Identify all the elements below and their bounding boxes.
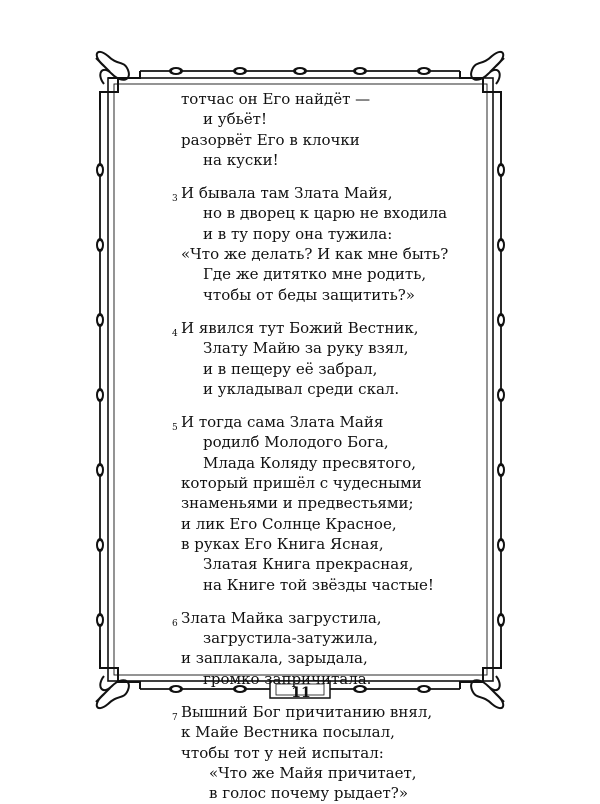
poem-line-text: на куски! bbox=[203, 150, 279, 169]
poem-line-text: и в ту пору она тужила: bbox=[203, 224, 393, 243]
poem-line bbox=[181, 722, 481, 742]
poem-line-text: И бывала там Злата Майя, bbox=[181, 184, 393, 203]
poem-line-text: в голос почему рыдает?» bbox=[209, 784, 409, 803]
poem-line-text: И явился тут Божий Вестник, bbox=[181, 318, 419, 337]
poem-line-text: чтобы тот у ней испытал: bbox=[181, 743, 384, 762]
poem-line bbox=[181, 203, 481, 223]
poem-line-text: и заплакала, зарыдала, bbox=[181, 649, 368, 668]
poem-line-text: знаменьями и предвестьями; bbox=[181, 494, 414, 513]
poem-line-text: «Что же делать? И как мне быть? bbox=[181, 245, 449, 264]
verse-number: 6 bbox=[172, 618, 178, 629]
poem-line-text: Вышний Бог причитанию внял, bbox=[181, 703, 433, 722]
poem-text bbox=[172, 89, 481, 804]
poem-line-text: в руках Его Книга Ясная, bbox=[181, 534, 384, 553]
poem-line-text: Где же дитятко мне родить, bbox=[203, 265, 427, 284]
poem-line bbox=[181, 432, 481, 452]
verse-number: 4 bbox=[172, 328, 178, 339]
poem-line bbox=[181, 453, 481, 473]
poem-line bbox=[181, 130, 481, 150]
corner-ornament-bottom-left bbox=[96, 650, 140, 708]
poem-line-text: Млада Коляду пресвятого, bbox=[203, 453, 417, 472]
poem-line bbox=[181, 628, 481, 648]
verse-number: 3 bbox=[172, 194, 178, 205]
poem-line bbox=[181, 244, 481, 264]
poem-line bbox=[181, 264, 481, 284]
poem-line bbox=[181, 150, 481, 170]
poem-line bbox=[181, 575, 481, 595]
poem-line bbox=[181, 743, 481, 763]
poem-line bbox=[181, 648, 481, 668]
poem-line-text: который пришёл с чудесными bbox=[181, 474, 422, 493]
poem-line-text: к Майе Вестника посылал, bbox=[181, 723, 395, 742]
poem-line bbox=[181, 554, 481, 574]
poem-line bbox=[181, 89, 481, 109]
poem-line bbox=[172, 318, 481, 339]
poem-line-text: «Что же Майя причитает, bbox=[209, 763, 417, 782]
stanza-gap bbox=[181, 305, 481, 318]
poem-line-text: загрустила-затужила, bbox=[203, 629, 378, 648]
stanza-gap bbox=[181, 689, 481, 702]
poem-line bbox=[181, 763, 481, 783]
poem-line-text: тотчас он Его найдёт — bbox=[181, 90, 371, 108]
poem-line-text: громко запричитала. bbox=[203, 669, 372, 688]
poem-line-text: разорвёт Его в клочки bbox=[181, 130, 360, 149]
poem-line-text: чтобы от беды защитить?» bbox=[203, 285, 415, 304]
poem-line bbox=[181, 473, 481, 493]
stanza-gap bbox=[181, 399, 481, 412]
poem-line-text: родилб Молодого Бога, bbox=[203, 433, 389, 452]
poem-line-text: но в дворец к царю не входила bbox=[203, 204, 448, 223]
poem-line bbox=[181, 338, 481, 358]
poem-line bbox=[181, 669, 481, 689]
poem-line bbox=[181, 285, 481, 305]
poem-line bbox=[181, 493, 481, 513]
page-number: 11 bbox=[291, 685, 311, 701]
poem-line-text: Златая Книга прекрасная, bbox=[203, 555, 414, 574]
poem-line-text: Злату Майю за руку взял, bbox=[203, 339, 409, 358]
verse-number: 5 bbox=[172, 423, 178, 434]
poem-line bbox=[172, 183, 481, 205]
poem-line bbox=[181, 534, 481, 554]
corner-ornament-top-left bbox=[96, 52, 140, 110]
poem-line-text: И тогда сама Злата Майя bbox=[181, 413, 384, 432]
poem-line bbox=[181, 783, 481, 803]
poem-line bbox=[181, 224, 481, 244]
stanza-gap bbox=[181, 170, 481, 183]
poem-line-text: на Книге той звёзды частые! bbox=[203, 575, 434, 594]
poem-line bbox=[181, 109, 481, 129]
poem-line bbox=[172, 702, 481, 724]
poem-line bbox=[181, 379, 481, 399]
poem-line-text: и лик Его Солнце Красное, bbox=[181, 514, 397, 533]
poem-line-text: Злата Майка загрустила, bbox=[181, 608, 382, 627]
poem-line bbox=[181, 359, 481, 379]
poem-line-text: и в пещеру её забрал, bbox=[203, 359, 378, 378]
poem-line bbox=[172, 608, 481, 629]
poem-line bbox=[181, 514, 481, 534]
poem-line-text: и укладывал среди скал. bbox=[203, 379, 400, 398]
verse-number: 7 bbox=[172, 713, 178, 724]
stanza-gap bbox=[181, 595, 481, 608]
poem-line bbox=[172, 412, 481, 434]
poem-line-text: и убьёт! bbox=[203, 110, 267, 129]
